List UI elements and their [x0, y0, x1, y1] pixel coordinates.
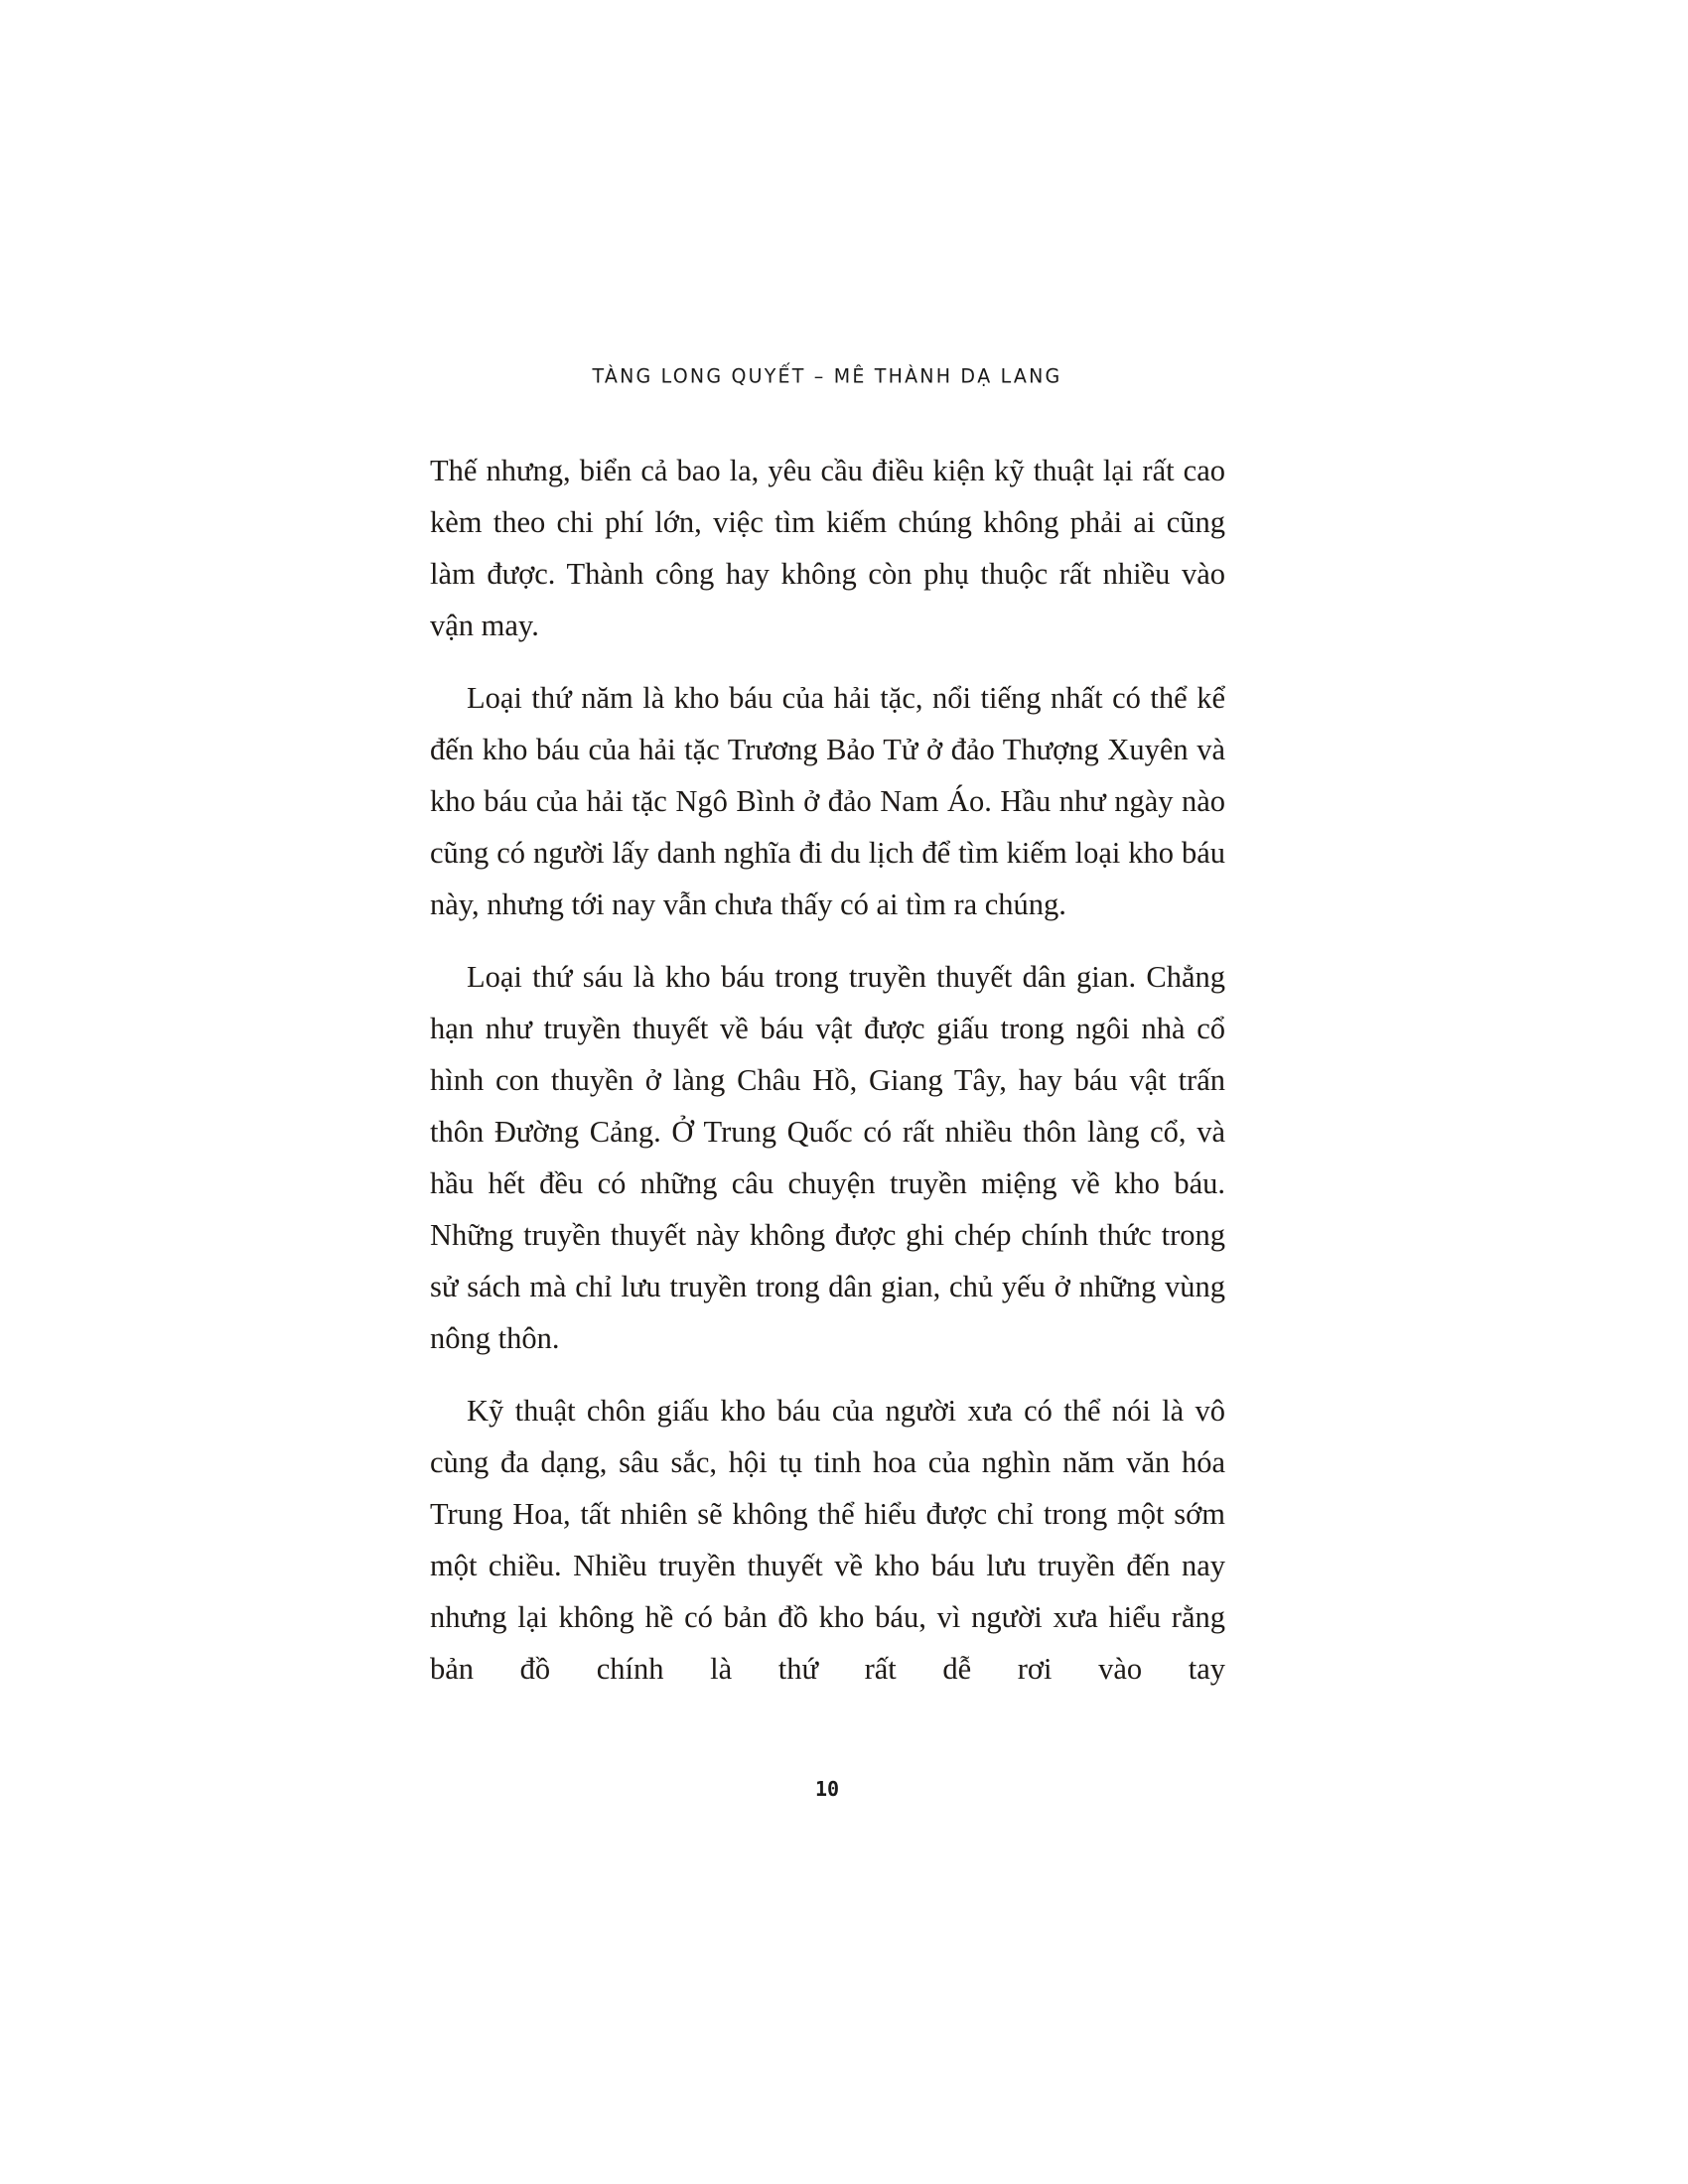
paragraph-2: Loại thứ năm là kho báu của hải tặc, nổi tiếng nhất có thể kể đến kho báu của hải tặc Trương Bảo Tử ở đảo Thượng Xuyên và kho báu của hải tặc Ngô Bình ở đảo Nam Áo. Hầu như ngày nào cũng có người lấy danh nghĩa đi du lịch để tìm kiếm loại kho báu này, nhưng tới nay vẫn chưa thấy có ai tìm ra chúng. — [430, 681, 1225, 921]
running-header: TÀNG LONG QUYẾT – MÊ THÀNH DẠ LANG — [592, 364, 1062, 388]
paragraph-4: Kỹ thuật chôn giấu kho báu của người xưa có thể nói là vô cùng đa dạng, sâu sắc, hội tụ tinh hoa của nghìn năm văn hóa Trung Hoa, tất nhiên sẽ không thể hiểu được chỉ trong một sớm một chiều. Nhiều truyền thuyết về kho báu lưu truyền đến nay nhưng lại không hề có bản đồ kho báu, vì người xưa hiểu rằng bản đồ chính là thứ rất dễ rơi vào tay — [430, 1394, 1225, 1686]
paragraph-3: Loại thứ sáu là kho báu trong truyền thuyết dân gian. Chẳng hạn như truyền thuyết về báu vật được giấu trong ngôi nhà cổ hình con thuyền ở làng Châu Hồ, Giang Tây, hay báu vật trấn thôn Đường Cảng. Ở Trung Quốc có rất nhiều thôn làng cổ, và hầu hết đều có những câu chuyện truyền miệng về kho báu. Những truyền thuyết này không được ghi chép chính thức trong sử sách mà chỉ lưu truyền trong dân gian, chủ yếu ở những vùng nông thôn. — [430, 960, 1225, 1355]
paragraph-1: Thế nhưng, biển cả bao la, yêu cầu điều kiện kỹ thuật lại rất cao kèm theo chi phí lớn, việc tìm kiếm chúng không phải ai cũng làm được. Thành công hay không còn phụ thuộc rất nhiều vào vận may. — [430, 454, 1225, 642]
page-number: 10 — [814, 1777, 840, 1801]
body-text — [430, 445, 1225, 1715]
